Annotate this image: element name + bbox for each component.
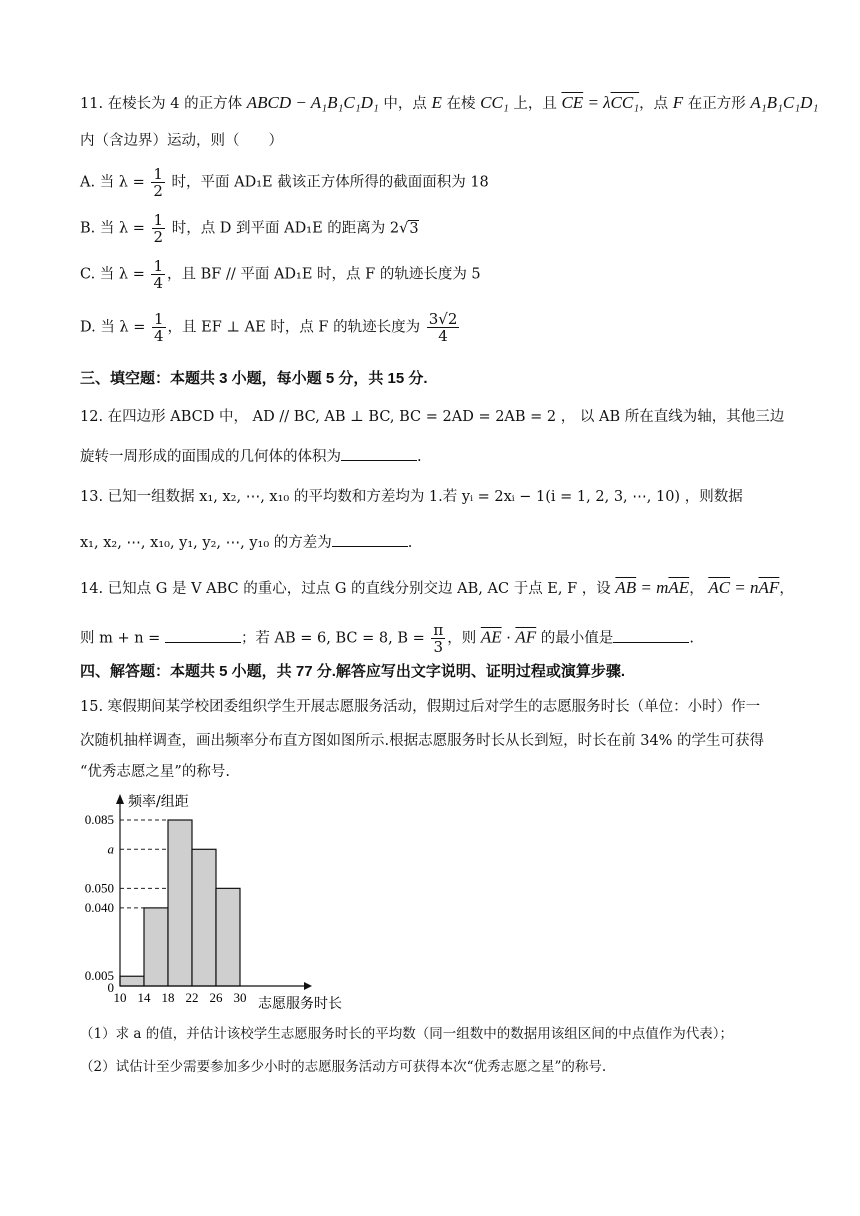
q13-text: x₁, x₂, ⋯, x₁₀, y₁, y₂, ⋯, y₁₀ 的方差为 bbox=[80, 535, 332, 551]
q14-text: 则 m + n = bbox=[80, 630, 165, 647]
option-b-pre: B. 当 λ = bbox=[80, 220, 150, 237]
q14-text: 14. 已知点 G 是 V ABC 的重心，过点 G 的直线分别交边 AB, AC 于点 E, F ，设 bbox=[80, 581, 616, 597]
vector-ae: $\overline{AE}$ bbox=[480, 627, 502, 647]
q11-text: 上，且 bbox=[508, 96, 562, 112]
option-a-pre: A. 当 λ = bbox=[80, 174, 150, 191]
q11-line2: 内（含边界）运动，则（ ） bbox=[80, 133, 283, 149]
option-a-post: 时，平面 AD₁E 截该正方体所得的截面面积为 18 bbox=[166, 174, 489, 191]
answer-blank bbox=[332, 532, 408, 547]
q11-option-d bbox=[80, 311, 461, 344]
point-e: E bbox=[431, 93, 442, 112]
frac-den: 4 bbox=[154, 327, 164, 345]
q11-option-b bbox=[80, 212, 419, 245]
y-tick-label: 0.040 bbox=[84, 899, 114, 915]
q11-option-a bbox=[80, 166, 489, 199]
frac-num: 1 bbox=[153, 211, 164, 229]
vector-ac: $\overline{AC}$ bbox=[708, 578, 731, 597]
frac-den: 2 bbox=[153, 228, 164, 246]
x-axis-arrow bbox=[304, 982, 312, 990]
q11-text: 在正方形 bbox=[683, 96, 751, 112]
x-tick-label: 30 bbox=[233, 990, 247, 1005]
sqrt-radicand: 3 bbox=[409, 220, 419, 237]
bar-2 bbox=[168, 820, 192, 986]
vector-ce: $\overline{CE}$ bbox=[561, 93, 584, 112]
frac-den: 4 bbox=[153, 274, 164, 292]
q15-line2: 次随机抽样调查，画出频率分布直方图如图所示.根据志愿服务时长从长到短，时长在前 34% 的学生可获得 bbox=[80, 733, 765, 749]
q13-line1: 13. 已知一组数据 x₁, x₂, ⋯, x₁₀ 的平均数和方差均为 1.若 yᵢ = 2xᵢ − 1(i = 1, 2, 3, ⋯, 10) ，则数据 bbox=[80, 489, 743, 505]
sqrt-sign: √ bbox=[399, 220, 409, 237]
q15-sub2: （2）试估计至少需要参加多少小时的志愿服务活动方可获得本次“优秀志愿之星”的称号. bbox=[80, 1059, 607, 1075]
option-c-post: ，且 BF // 平面 AD₁E 时，点 F 的轨迹长度为 5 bbox=[167, 266, 481, 283]
fraction bbox=[151, 258, 165, 291]
dot-operator: · bbox=[501, 630, 516, 647]
q15-sub1: （1）求 a 的值，并估计该校学生志愿服务时长的平均数（同一组数中的数据用该组区间的中点值作为代表）； bbox=[80, 1026, 733, 1042]
x-tick-label: 26 bbox=[209, 990, 223, 1005]
q12-line2 bbox=[80, 446, 422, 467]
option-d-post: ，且 EF ⊥ AE 时，点 F 的轨迹长度为 bbox=[167, 319, 425, 336]
frac-num: 1 bbox=[153, 257, 164, 275]
bar-1 bbox=[144, 908, 168, 986]
frac-num: π bbox=[433, 621, 444, 639]
answer-fraction bbox=[427, 311, 460, 344]
q12-line1: 12. 在四边形 ABCD 中， AD // BC, AB ⊥ BC, BC = 2AD = 2AB = 2 ， 以 AB 所在直线为轴，其他三边 bbox=[80, 409, 785, 425]
y-tick-label: 0.005 bbox=[84, 968, 114, 984]
q14-text: ，则 bbox=[447, 630, 481, 647]
answer-blank bbox=[613, 628, 689, 643]
x-tick-label: 22 bbox=[185, 990, 199, 1005]
q13-end: . bbox=[407, 535, 413, 551]
frac-den: 3 bbox=[433, 638, 444, 656]
bar-3 bbox=[192, 849, 216, 986]
q14-end: . bbox=[689, 630, 694, 647]
x-tick-label: 10 bbox=[113, 990, 127, 1005]
q14-end: ， bbox=[779, 581, 794, 597]
y-tick-label: 0 bbox=[107, 980, 114, 995]
bar-4 bbox=[216, 888, 240, 986]
q11-text: 11. 在棱长为 4 的正方体 bbox=[80, 96, 247, 112]
q14-text: ；若 AB = 6, BC = 8, B = bbox=[240, 630, 430, 647]
q14-line1 bbox=[80, 578, 794, 599]
q11-line1 bbox=[80, 93, 818, 114]
x-tick-label: 18 bbox=[161, 990, 175, 1005]
equals-m: = m bbox=[636, 578, 669, 597]
q11-text: ，点 bbox=[639, 96, 673, 112]
q12-end: . bbox=[417, 449, 422, 465]
q14-text: 的最小值是 bbox=[536, 630, 614, 647]
vector-af: $\overline{AF}$ bbox=[758, 578, 780, 597]
vector-ab: $\overline{AB}$ bbox=[615, 578, 637, 597]
vector-ae: $\overline{AE}$ bbox=[668, 578, 690, 597]
frac-num: 3√2 bbox=[428, 310, 458, 328]
frac-num: 1 bbox=[153, 165, 163, 183]
option-c-pre: C. 当 λ = bbox=[80, 266, 150, 283]
bar-0 bbox=[120, 976, 144, 986]
option-b-post: 时，点 D 到平面 AD₁E 的距离为 2 bbox=[167, 220, 400, 237]
fraction bbox=[152, 212, 166, 245]
fraction-pi-3 bbox=[431, 622, 445, 655]
frac-den: 2 bbox=[153, 182, 163, 200]
equals-n: = n bbox=[730, 578, 759, 597]
q14-line2 bbox=[80, 622, 694, 655]
q12-text: 旋转一周形成的面围成的几何体的体积为 bbox=[80, 449, 341, 465]
vector-af: $\overline{AF}$ bbox=[515, 627, 537, 647]
answer-blank bbox=[165, 628, 241, 643]
q11-text: 中，点 bbox=[378, 96, 432, 112]
edge-cc1: CC₁ bbox=[480, 93, 509, 112]
y-tick-label: 0.050 bbox=[84, 880, 114, 896]
square-name: A₁B₁C₁D₁ bbox=[750, 93, 819, 112]
separator: ， bbox=[689, 581, 709, 597]
y-axis-label: 频率/组距 bbox=[128, 794, 189, 810]
q13-line2 bbox=[80, 532, 412, 553]
frac-num: 1 bbox=[154, 310, 164, 328]
fraction bbox=[151, 166, 165, 199]
frac-den: 4 bbox=[438, 327, 448, 345]
section-4-heading: 四、解答题：本题共 5 小题，共 77 分.解答应写出文字说明、证明过程或演算步骤. bbox=[80, 663, 626, 680]
point-f: F bbox=[672, 93, 684, 112]
fraction bbox=[152, 311, 166, 344]
equals-lambda: = λ bbox=[583, 93, 611, 112]
x-tick-label: 14 bbox=[137, 990, 151, 1005]
y-tick-label: a bbox=[107, 841, 114, 857]
q11-option-c bbox=[80, 258, 481, 291]
y-axis-arrow bbox=[116, 794, 124, 804]
section-3-heading: 三、填空题：本题共 3 小题，每小题 5 分，共 15 分. bbox=[80, 370, 428, 387]
frequency-histogram bbox=[72, 790, 372, 1020]
x-axis-label: 志愿服务时长 bbox=[258, 996, 342, 1012]
y-tick-label: 0.085 bbox=[84, 812, 114, 827]
option-d-pre: D. 当 λ = bbox=[80, 319, 150, 336]
q15-line1: 15. 寒假期间某学校团委组织学生开展志愿服务活动，假期过后对学生的志愿服务时长（单位：小时）作一 bbox=[80, 699, 761, 715]
cube-name: ABCD − A₁B₁C₁D₁ bbox=[246, 93, 379, 112]
q11-text: 在棱 bbox=[441, 96, 481, 112]
q15-line3: “优秀志愿之星”的称号. bbox=[80, 764, 230, 780]
vector-cc1: CC₁ bbox=[610, 93, 640, 112]
answer-blank bbox=[341, 446, 417, 461]
